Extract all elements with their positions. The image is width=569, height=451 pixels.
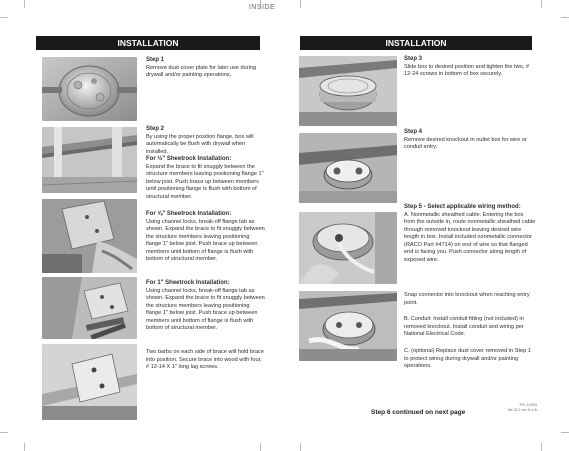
half-inch-title: For ½" Sheetrock Installation: (146, 156, 232, 162)
half-inch-body: Expand the brace to fit snuggly between the structure members leaving positioning flange 1" below joist. Push brace up between members until positioning flange is flush with bottom of structural member. (146, 163, 264, 200)
crop-mark (24, 443, 25, 451)
part-code-1: PN 11943 (519, 402, 537, 407)
left-banner: INSTALLATION (36, 36, 260, 50)
step5-text (404, 204, 536, 264)
part-code (503, 402, 537, 412)
crop-mark (561, 432, 569, 433)
one-inch-text (146, 280, 266, 333)
one-inch-title: For 1" Sheetrock Installation: (146, 280, 230, 286)
crop-mark (260, 443, 261, 451)
step2-text (146, 126, 266, 201)
crop-mark (24, 0, 25, 8)
crop-mark (300, 443, 301, 451)
barbs-text: Two barbs on each side of brace will hold brace into position. Secure brace into wood with four, # 12-14 X 1" long lag screws. (146, 349, 264, 370)
page-header: INSIDE (248, 4, 276, 11)
step2-title: Step 2 (146, 126, 165, 132)
step4-title: Step 4 (404, 129, 423, 135)
step5-title: Step 5 - Select applicable wiring method: (404, 204, 521, 210)
knockout-photo (299, 56, 397, 126)
pliers-photo (42, 277, 137, 339)
step5-body: A. Nonmetallic sheathed cable. Entering the box from the outside in, route nonmetallic sheathed cable through removed knockout leaving desired wire length in box. Install included nonmetallic connector (RACO Part #4714) on end of wire so that flanged end is facing you. Push connector along length of exposed wire. (404, 211, 536, 263)
optional-text: C. (optional) Replace dust cover removed in Step 1 to protect wiring during drywall and/or painting operations. (404, 348, 531, 369)
five-eighths-text (146, 211, 266, 264)
cable-photo (299, 212, 397, 284)
snap-text: Snap connector into knockout when reaching entry point. (404, 292, 530, 306)
five-eighths-body: Using channel locks, break-off flange tab as shown. Expand the brace to fit snuggly between the structure members leaving positioning flange 1" below joist. Push brace up between members until bottom of flange is flush with bottom of structural member. (146, 218, 265, 262)
flange-tab-photo (42, 199, 137, 273)
outlet-box-photo (42, 57, 137, 121)
step3-text (404, 56, 534, 79)
lag-screw-photo (42, 344, 137, 420)
step3-title: Step 3 (404, 56, 423, 62)
crop-mark (561, 17, 569, 18)
five-eighths-title: For ⅝" Sheetrock Installation: (146, 211, 232, 217)
brace-photo (42, 127, 137, 193)
crop-mark (0, 17, 8, 18)
conduit-text: B. Conduit: Install conduit fitting (not included) in removed knockout. Install conduit and wiring per National Electrical Code. (404, 316, 524, 337)
crop-mark (0, 432, 8, 433)
step3-body: Slide box to desired position and tighten the two, # 12-24 screws in bottom of box securely. (404, 63, 530, 77)
continued-note: Step 6 continued on next page (371, 409, 466, 416)
step4-body: Remove desired knockout in outlet box for wire or conduit entry. (404, 136, 527, 150)
step2-body: By using the proper position flange, box will automatically be flush with drywall when installed. (146, 133, 254, 155)
step4-text (404, 129, 534, 152)
connector-detail-photo (299, 291, 397, 361)
part-code-2: IW-321 rev 5 e/b (507, 407, 537, 412)
crop-mark (300, 0, 301, 8)
step1-title: Step 1 (146, 57, 165, 63)
step1-text (146, 57, 264, 80)
crop-mark (541, 443, 542, 451)
crop-mark (541, 0, 542, 8)
step1-body: Remove dust cover plate for later use during drywall and/or painting operations. (146, 64, 257, 78)
connector-photo (299, 133, 397, 203)
one-inch-body: Using channel locks, break-off flange tab as shown. Expand the brace to fit snuggly between the structure members leaving positioning flange 1" below joist. Push brace up between members until bottom of flange is flush with bottom of structural member. (146, 287, 265, 331)
right-banner: INSTALLATION (300, 36, 532, 50)
